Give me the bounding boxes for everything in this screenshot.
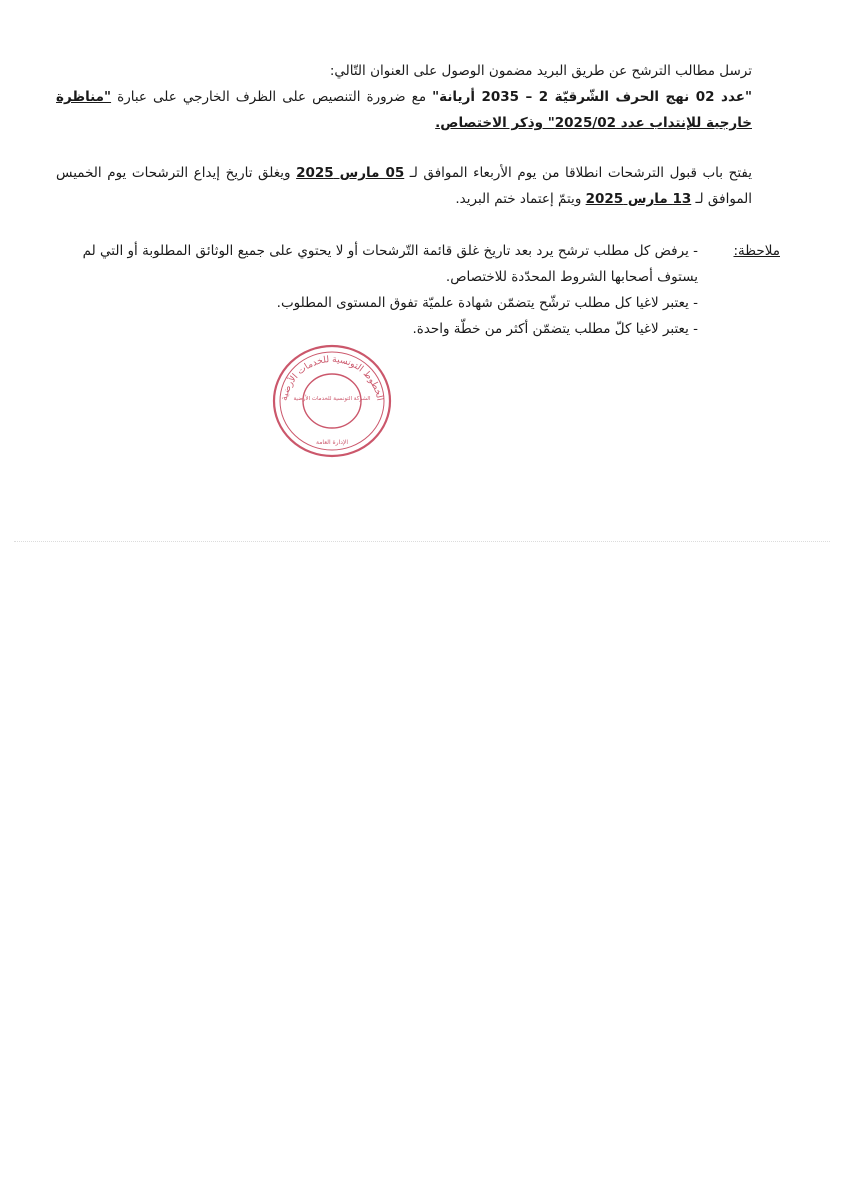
- note-label: ملاحظة:: [733, 243, 780, 259]
- address-instruction: مع ضرورة التنصيص على الظرف الخارجي على عبارة: [111, 89, 433, 105]
- note-item-1: - يرفض كل مطلب ترشح يرد بعد تاريخ غلق قائمة التّرشحات أو لا يحتوي على جميع الوثائق المطلوبة أو التي لم يستوف أصحابها الشروط المحدّدة للاختصاص.: [82, 243, 698, 285]
- stamp-bottom-text: الإدارة العامة: [315, 439, 349, 446]
- note-item-3: - يعتبر لاغيا كلّ مطلب يتضمّن أكثر من خطّة واحدة.: [412, 321, 698, 337]
- stamp-outer-text: الخطوط التونسية للخدمات الأرضية: [279, 354, 385, 402]
- opening-date: 05 مارس 2025: [296, 165, 405, 181]
- address-intro: ترسل مطالب الترشح عن طريق البريد مضمون الوصول على العنوان التّالي:: [329, 63, 752, 79]
- svg-text:الخطوط التونسية للخدمات الأرضي: [280, 355, 385, 402]
- notes-list: [56, 238, 698, 342]
- dates-text-3: ويتمّ إعتماد ختم البريد.: [455, 191, 586, 207]
- dates-paragraph: [56, 160, 752, 212]
- dates-text-1: يفتح باب قبول الترشحات انطلاقا من يوم الأربعاء الموافق لـ: [404, 165, 752, 181]
- dates-text-2: ويغلق تاريخ إيداع الترشحات يوم الخميس الموافق لـ: [56, 165, 752, 207]
- closing-date: 13 مارس 2025: [585, 191, 692, 207]
- note-item-2: - يعتبر لاغيا كل مطلب ترشّح يتضمّن شهادة علميّة تفوق المستوى المطلوب.: [276, 295, 698, 311]
- mailing-address: "عدد 02 نهج الحرف الشّرقيّة 2 – 2035 أريانة": [432, 89, 753, 105]
- official-stamp: [270, 342, 394, 460]
- address-paragraph: [56, 58, 752, 136]
- stamp-inner-text: الشركة التونسية للخدمات الأرضية: [293, 396, 371, 402]
- envelope-mention: "مناظرة خارجية للإنتداب عدد 2025/02" وذكر الاختصاص.: [56, 89, 752, 131]
- scan-divider: [14, 541, 830, 542]
